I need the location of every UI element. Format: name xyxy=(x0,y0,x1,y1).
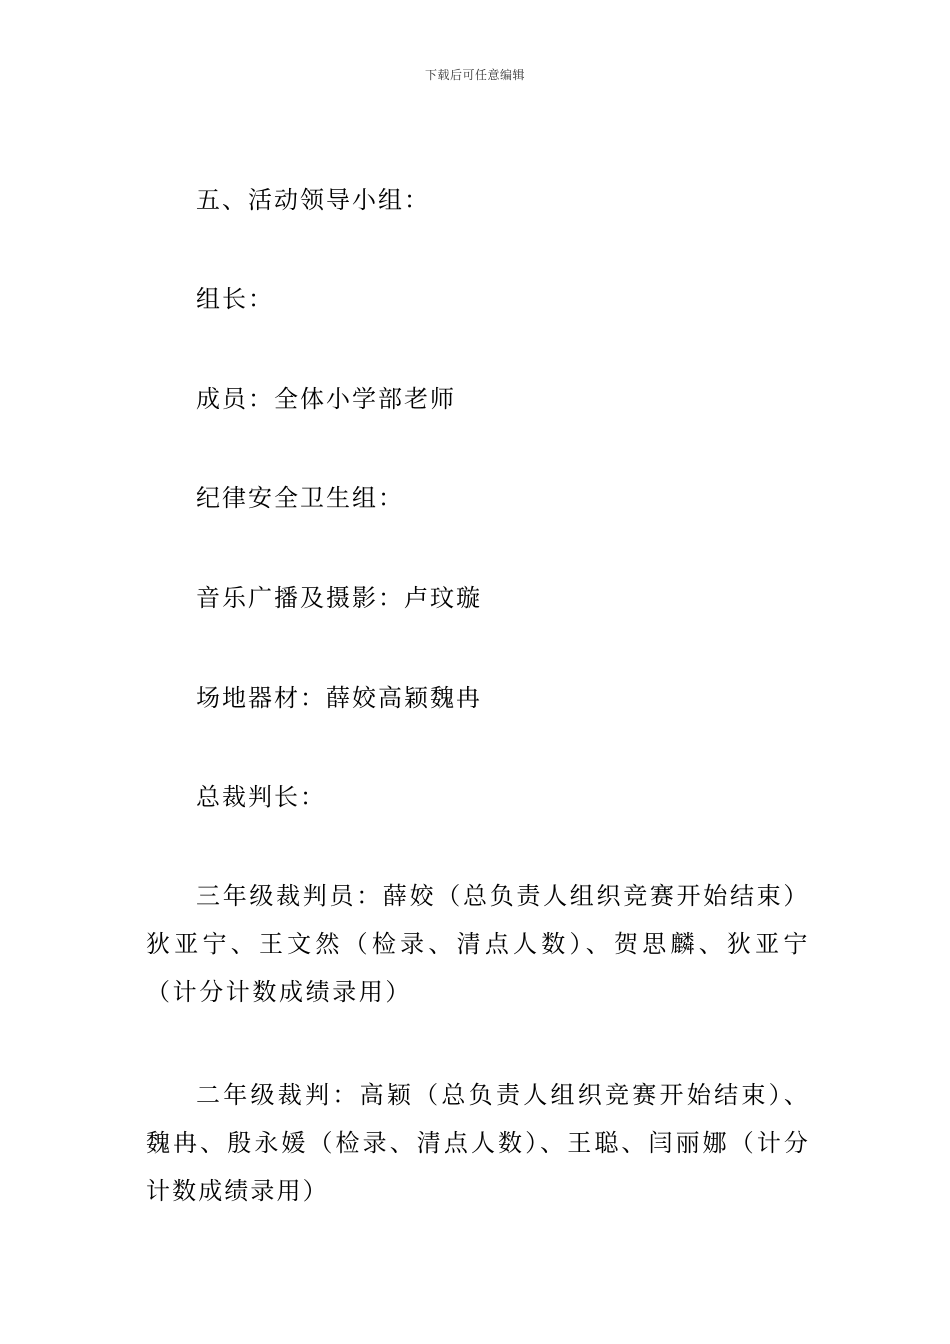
page-header-note: 下载后可任意编辑 xyxy=(424,68,525,82)
paragraph-venue-equipment: 场地器材：薛姣高颖魏冉 xyxy=(196,684,482,712)
paragraph-grade2-referees: 二年级裁判：高颖（总负责人组织竞赛开始结束）、魏冉、殷永媛（检录、清点人数）、王聪、闫丽娜（计分计数成绩录用） xyxy=(146,1081,810,1205)
section-heading-leadership-group: 五、活动领导小组： xyxy=(196,186,430,214)
paragraph-chief-referee: 总裁判长： xyxy=(196,783,326,811)
paragraph-grade3-referees: 三年级裁判员：薛姣（总负责人组织竞赛开始结束）狄亚宁、王文然（检录、清点人数）、贺思麟、狄亚宁（计分计数成绩录用） xyxy=(146,882,810,1006)
paragraph-group-leader: 组长： xyxy=(196,285,274,313)
paragraph-discipline-safety-group: 纪律安全卫生组： xyxy=(196,484,404,512)
paragraph-members: 成员：全体小学部老师 xyxy=(196,385,456,413)
paragraph-music-photography: 音乐广播及摄影：卢玟璇 xyxy=(196,584,482,612)
